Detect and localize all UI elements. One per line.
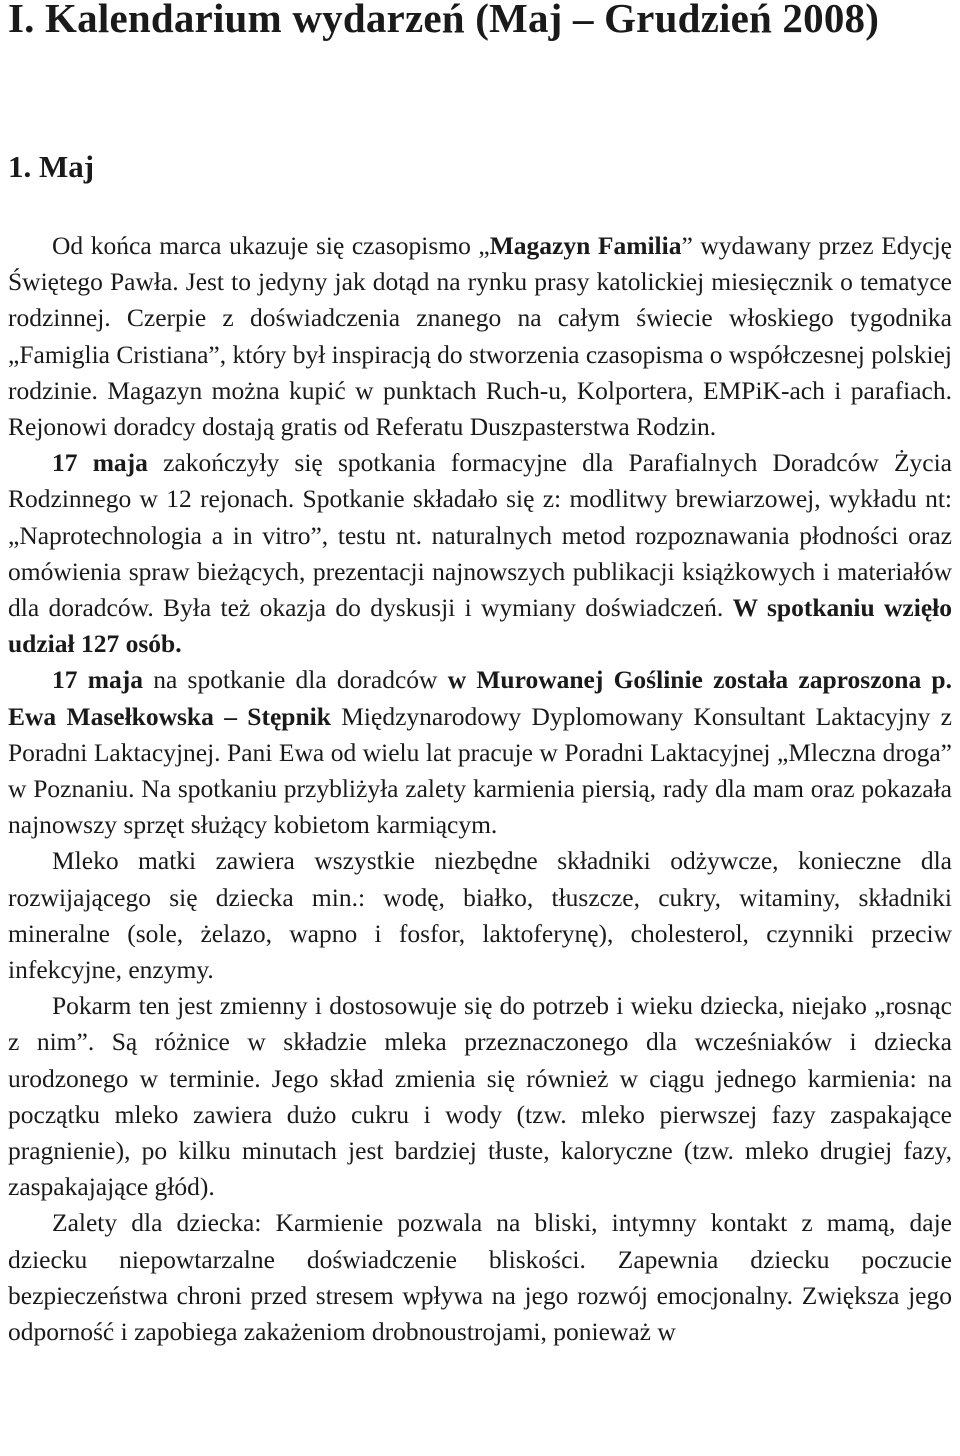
paragraph — [8, 662, 952, 843]
document-body — [8, 228, 952, 1350]
bold-run: 17 maja — [52, 665, 143, 695]
bold-run: W spotkaniu wzięło udział 127 osób. — [8, 593, 952, 659]
bold-run: w Murowanej Goślinie została zaproszona p. Ewa Masełkowska – Stępnik — [8, 665, 952, 731]
bold-run: Magazyn Familia — [489, 231, 682, 260]
page-title: I. Kalendarium wydarzeń (Maj – Grudzień 2008) — [8, 0, 880, 41]
text-run: Od końca marca ukazuje się czasopismo „ — [52, 231, 490, 260]
paragraph — [8, 228, 952, 445]
paragraph — [8, 1205, 952, 1350]
text-run: Mleko matki zawiera wszystkie niezbędne składniki odżywcze, konieczne dla rozwijającego się dziecka min.: wodę, białko, tłuszcze, cukry, witaminy, składniki mineralne (sole, żelazo, wapno i fosfor, laktoferynę), cholesterol, czynniki przeciw infekcyjne, enzymy. — [8, 846, 952, 985]
text-run: Pokarm ten jest zmienny i dostosowuje się do potrzeb i wieku dziecka, niejako „rosnąc z nim”. Są różnice w składzie mleka przeznaczonego dla wcześniaków i dziecka urodzonego w terminie. Jego skład zmienia się również w ciągu jednego karmienia: na początku mleko zawiera dużo cukru i wody (tzw. mleko pierwszej fazy zaspakające pragnienie), po kilku minutach jest bardziej tłuste, kaloryczne (tzw. mleko drugiej fazy, zaspakajające głód). — [8, 991, 952, 1202]
text-run: Zalety dla dziecka: Karmienie pozwala na bliski, intymny kontakt z mamą, daje dziecku niepowtarzalne doświadczenie bliskości. Zapewnia dziecku poczucie bezpieczeństwa chroni przed stresem wpływa na jego rozwój emocjonalny. Zwiększa jego odporność i zapobiega zakażeniom drobnoustrojami, ponieważ w — [8, 1208, 952, 1347]
text-run: zakończyły się spotkania formacyjne dla Parafialnych Doradców Życia Rodzinnego w 12 rejonach. Spotkanie składało się z: modlitwy brewiarzowej, wykładu nt: „Naprotechnologia a in vitro”, testu nt. naturalnych metod rozpoznawania płodności oraz omówienia spraw bieżących, prezentacji najnowszych publikacji książkowych i materiałów dla doradców. Była też okazja do dyskusji i wymiany doświadczeń. — [8, 448, 953, 623]
text-run: na spotkanie dla doradców — [142, 665, 448, 695]
bold-run: 17 maja — [52, 448, 148, 478]
section-heading: 1. Maj — [8, 149, 95, 184]
text-run: ” wydawany przez Edycję Świętego Pawła. Jest to jedyny jak dotąd na rynku prasy katolickiej miesięcznik o tematyce rodzinnej. Czerpie z doświadczenia znanego na całym świecie włoskiego tygodnika „Famiglia Cristiana”, który był inspiracją do stworzenia czasopisma o współczesnej polskiej rodzinie. Magazyn można kupić w punktach Ruch-u, Kolportera, EMPiK-ach i parafiach. Rejonowi doradcy dostają gratis od Referatu Duszpasterstwa Rodzin. — [8, 231, 952, 442]
paragraph — [8, 445, 952, 662]
text-run: Międzynarodowy Dyplomowany Konsultant Laktacyjny z Poradni Laktacyjnej. Pani Ewa od wielu lat pracuje w Poradni Laktacyjnej „Mleczna droga” w Poznaniu. Na spotkaniu przybliżyła zalety karmienia piersią, rady dla mam oraz pokazała najnowszy sprzęt służący kobietom karmiącym. — [8, 701, 952, 840]
paragraph — [8, 843, 952, 988]
paragraph — [8, 988, 952, 1205]
